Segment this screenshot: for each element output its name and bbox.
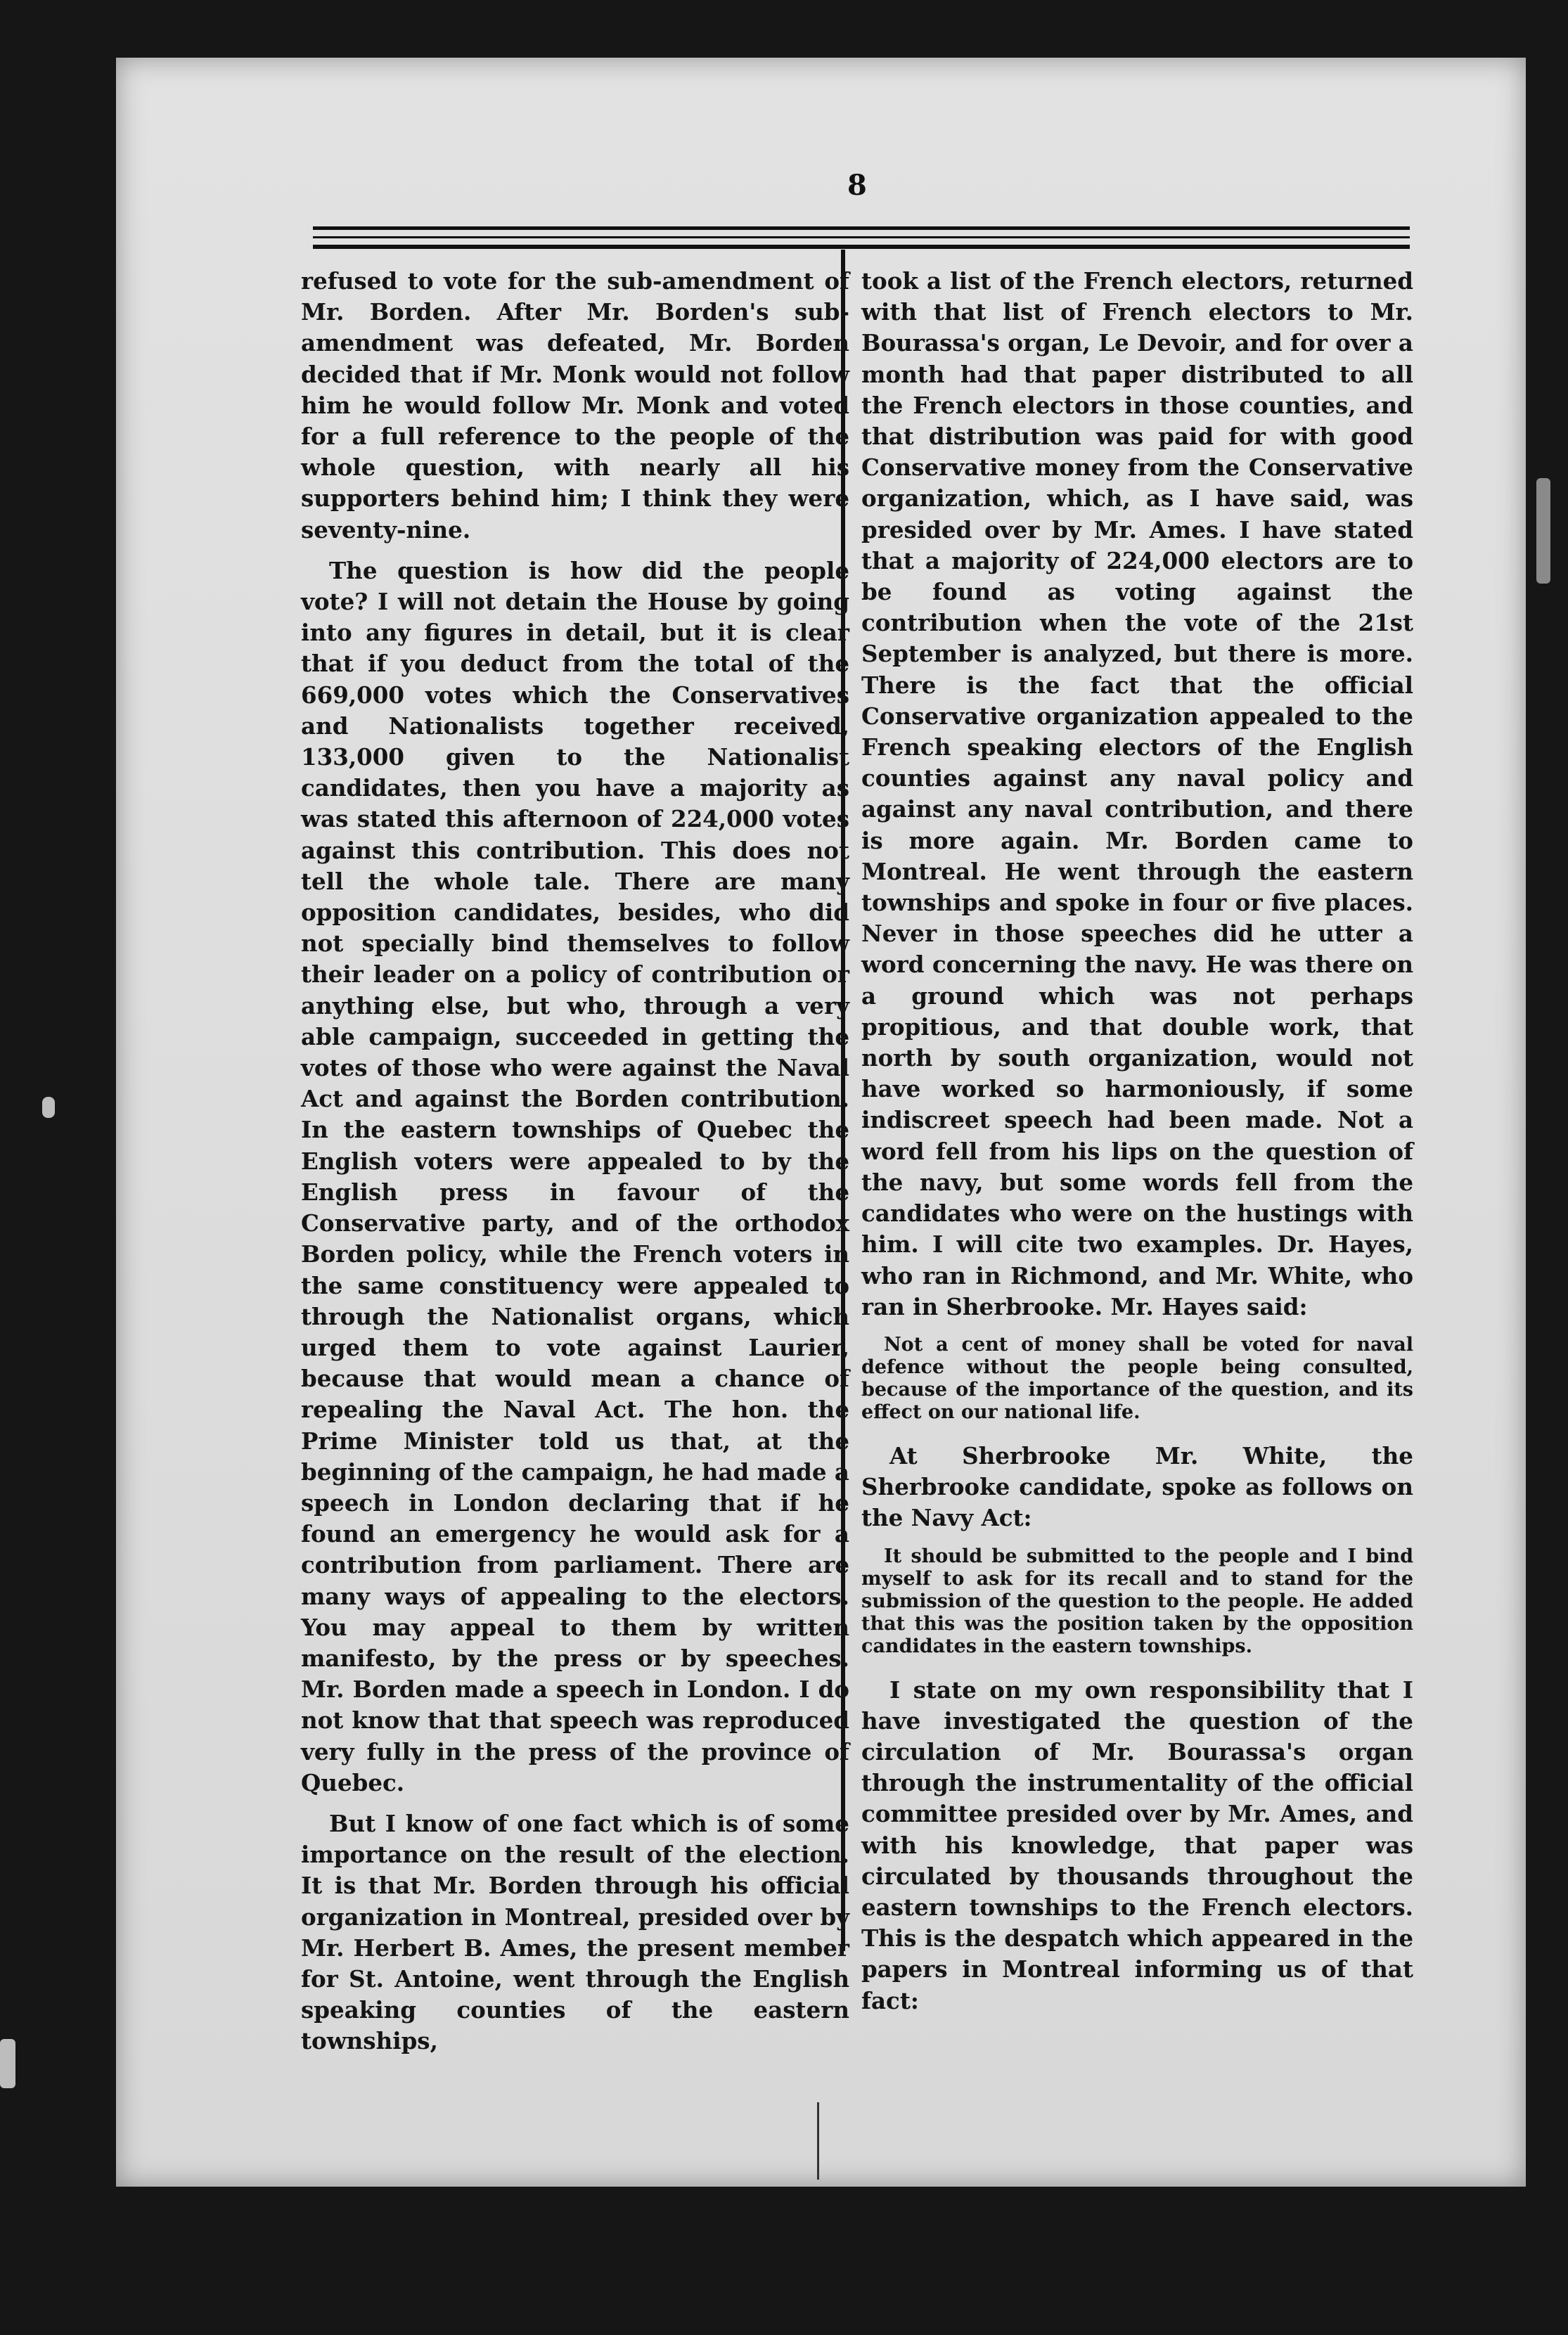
left-paragraph-3: But I know of one fact which is of some importance on the result of the election. It is that Mr. Borden through his official organization in Montreal, presided over by Mr. Herbert B. Ames, the present member for St. Antoine, went through the English speaking counties of the eastern townships, <box>301 1809 849 2055</box>
right-paragraph-2: At Sherbrooke Mr. White, the Sherbrooke candidate, spoke as follows on the Navy Act: <box>861 1441 1413 1532</box>
scan-speck <box>1536 478 1550 584</box>
right-paragraph-1: took a list of the French electors, returned with that list of French electors to Mr. Bourassa's organ, Le Devoir, and for over a month had that paper distributed to all the French electors in those counties, and that distribution was paid for with good Conservative money from the Conservative organization, which, as I have said, was presided over by Mr. Ames. I have stated that a majority of 224,000 electors are to be found as voting against the contribution when the vote of the 21st September is analyzed, but there is more. There is the fact that the official Conservative organization appealed to the French speaking electors of the English counties against any naval policy and against any naval contribution, and there is more again. Mr. Borden came to Montreal. He went through the eastern townships and spoke in four or five places. Never in those speeches did he utter a word concerning the navy. He was there on a ground which was not perhaps propitious, and that double work, that north by south organization, would not have worked so harmoniously, if some indiscreet speech had been made. Not a word fell from his lips on the question of the navy, but some words fell from the candidates who were on the hustings with him. I will cite two examples. Dr. Hayes, who ran in Richmond, and Mr. White, who ran in Sherbrooke. Mr. Hayes said: <box>861 267 1413 1320</box>
left-paragraph-2: The question is how did the people vote? I will not detain the House by going into any figures in detail, but it is clear that if you deduct from the total of the 669,000 votes which the Conservatives and Nationalists together received, 133,000 given to the Nationalist candidates, then you have a majority as was stated this afternoon of 224,000 votes against this contribution. This does not tell the whole tale. There are many opposition candidates, besides, who did not specially bind themselves to follow their leader on a policy of contribution or anything else, but who, through a very able campaign, succeeded in getting the votes of those who were against the Naval Act and against the Borden contribution. In the eastern townships of Quebec the English voters were appealed to by the English press in favour of the Conservative party, and of the orthodox Borden policy, while the French voters in the same constituency were appealed to through the Nationalist organs, which urged them to vote against Laurier, because that would mean a chance of repealing the Naval Act. The hon. the Prime Minister told us that, at the beginning of the campaign, he had made a speech in London declaring that if he found an emergency he would ask for a contribution from parliament. There are many ways of appealing to the electors. You may appeal to them by written manifesto, by the press or by speeches. Mr. Borden made a speech in London. I do not know that that speech was reproduced very fully in the press of the province of Quebec. <box>301 556 849 1796</box>
header-rule-bottom <box>313 245 1410 249</box>
right-paragraph-3: I state on my own responsibility that I have investigated the question of the circulation of Mr. Bourassa's organ through the instrumentality of the official committee presided over by Mr. Ames, and with his knowledge, that paper was circulated by thousands throughout the eastern townships to the French electors. This is the despatch which appeared in the papers in Montreal informing us of that fact: <box>861 1675 1413 2014</box>
header-rule-top <box>313 226 1410 230</box>
right-column <box>861 266 1413 2026</box>
scan-speck <box>0 2039 15 2088</box>
left-paragraph-1: refused to vote for the sub-amendment of Mr. Borden. After Mr. Borden's sub-amendment was defeated, Mr. Borden decided that if Mr. Monk would not follow him he would follow Mr. Monk and voted for a full reference to the people of the whole question, with nearly all his supporters behind him; I think they were seventy-nine. <box>301 267 849 543</box>
quote-hayes: Not a cent of money shall be voted for naval defence without the people being consulted, because of the importance of the question, and its effect on our national life. <box>861 1333 1413 1423</box>
left-column <box>301 266 849 2067</box>
page-number: 8 <box>847 169 867 202</box>
quote-white: It should be submitted to the people and I bind myself to ask for its recall and to stand for the submission of the question to the people. He added that this was the position taken by the opposition candidates in the eastern townships. <box>861 1545 1413 1657</box>
header-rule-middle <box>313 236 1410 238</box>
scan-speck <box>42 1097 55 1118</box>
column-divider-tail <box>817 2102 819 2180</box>
